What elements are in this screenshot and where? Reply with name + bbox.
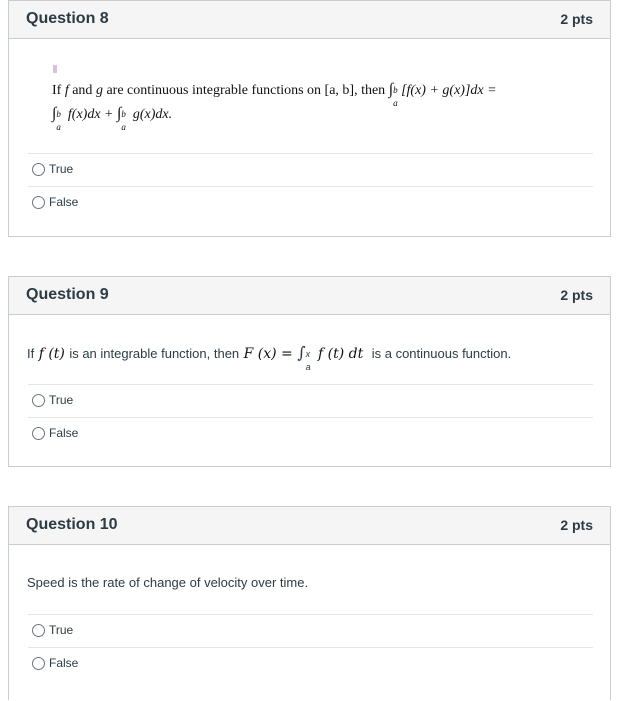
question-text: Speed is the rate of change of velocity over time. — [27, 575, 309, 590]
word-and: and — [72, 83, 93, 98]
lower-limit: a — [393, 98, 398, 108]
answer-label: True — [49, 623, 74, 637]
word-if: If — [52, 83, 62, 98]
term-2: g(x)dx. — [132, 107, 173, 122]
answer-true[interactable] — [28, 614, 593, 648]
text-middle: is an integrable function, then — [69, 346, 240, 361]
answer-false[interactable] — [28, 647, 593, 681]
answer-true[interactable] — [28, 153, 593, 187]
lower-limit: a — [121, 122, 126, 132]
radio-button[interactable] — [32, 624, 45, 637]
question-body — [9, 39, 610, 238]
question-9 — [8, 276, 611, 467]
upper-limit: b — [393, 85, 398, 95]
answer-true[interactable] — [28, 384, 593, 418]
answer-label: True — [49, 162, 74, 176]
question-body — [9, 545, 610, 701]
text-cursor-marker — [53, 65, 57, 73]
upper-limit: b — [56, 109, 61, 119]
question-points: 2 pts — [560, 11, 593, 27]
answer-label: False — [49, 656, 79, 670]
question-10 — [8, 506, 611, 700]
integral-sign: ∫ — [52, 105, 57, 122]
question-header — [9, 1, 610, 39]
Fx-expression: F (x) = — [243, 346, 293, 362]
radio-button[interactable] — [32, 657, 45, 670]
text-prefix: If — [27, 346, 35, 361]
radio-button[interactable] — [32, 163, 45, 176]
radio-button[interactable] — [32, 196, 45, 209]
integral-sign: ∫ — [388, 81, 394, 98]
question-title: Question 9 — [26, 286, 109, 303]
question-text-line-2 — [52, 105, 173, 132]
lower-limit: a — [56, 122, 61, 132]
upper-limit: b — [121, 109, 126, 119]
text-middle: are continuous integrable functions on [a, b], then — [106, 83, 386, 98]
radio-button[interactable] — [32, 427, 45, 440]
question-points: 2 pts — [560, 517, 593, 533]
question-body — [9, 315, 610, 468]
question-text — [27, 343, 512, 372]
lhs-integrand: [f(x) + g(x)]dx = — [401, 83, 497, 98]
answer-false[interactable] — [28, 186, 593, 220]
answer-false[interactable] — [28, 417, 593, 451]
lower-limit: a — [305, 362, 311, 372]
upper-limit: x — [305, 349, 311, 359]
answer-label: False — [49, 195, 79, 209]
symbol-g: g — [95, 83, 103, 98]
ft-expression: f (t) — [38, 346, 65, 362]
question-title: Question 8 — [26, 10, 109, 27]
answer-label: True — [49, 393, 74, 407]
question-points: 2 pts — [560, 287, 593, 303]
question-header — [9, 277, 610, 315]
integral-sign: ∫ — [297, 343, 306, 362]
question-header — [9, 507, 610, 545]
question-8 — [8, 0, 611, 237]
term-1: f(x)dx + — [67, 107, 114, 122]
symbol-f: f — [64, 83, 69, 98]
integral-sign: ∫ — [116, 105, 122, 122]
radio-button[interactable] — [32, 394, 45, 407]
integrand: f (t) dt — [318, 346, 364, 362]
question-title: Question 10 — [26, 516, 118, 533]
answer-label: False — [49, 426, 79, 440]
text-suffix: is a continuous function. — [371, 346, 512, 361]
question-text — [52, 81, 497, 108]
